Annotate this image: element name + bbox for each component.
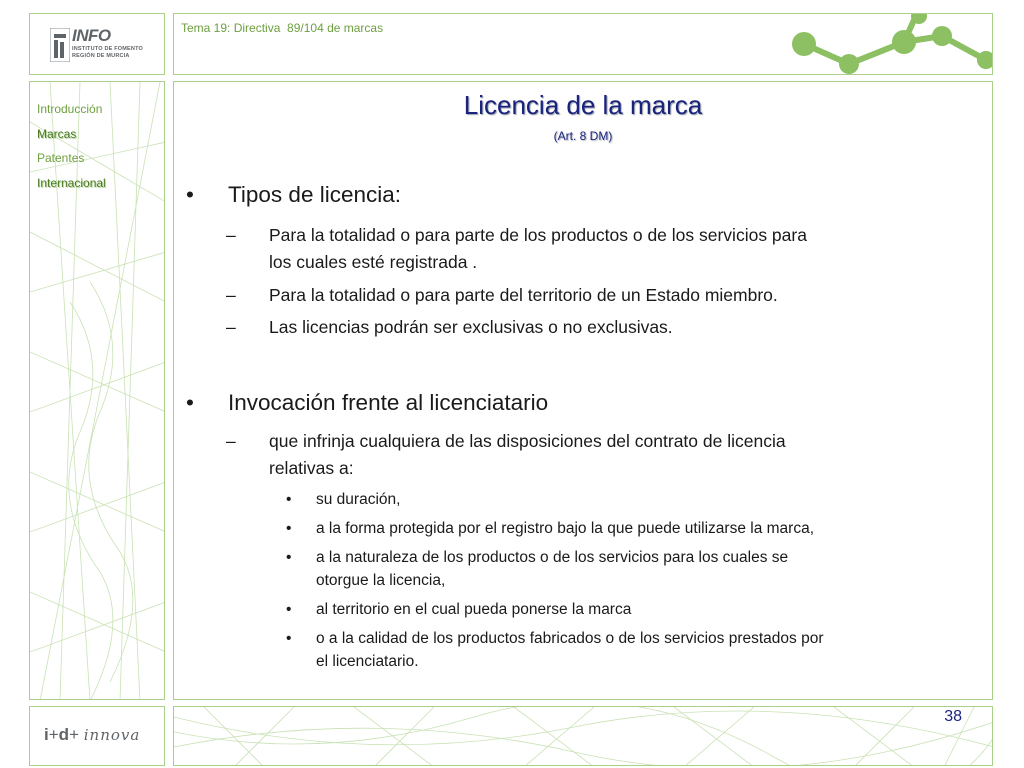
bullet-marker: •: [186, 182, 194, 207]
header-topic: Tema 19: Directiva 89/104 de marcas: [181, 21, 384, 35]
sub-sub-bullet-text: [316, 627, 976, 673]
logo-innova: innova: [83, 726, 141, 744]
slide-title: Licencia de la marca: [463, 90, 703, 120]
dot-marker: •: [286, 601, 292, 618]
sub-sub-bullet-text: al territorio en el cual pueda ponerse la marca: [316, 601, 632, 618]
sub-bullet-line: que infrinja cualquiera de las disposiciones del contrato de licencia: [269, 431, 786, 451]
sub-bullet-line: Para la totalidad o para parte de los productos o de los servicios para: [269, 225, 807, 245]
sub-sub-bullet-line: otorgue la licencia,: [316, 572, 446, 589]
info-logo-icon: [50, 28, 70, 62]
sub-bullet-line: los cuales esté registrada .: [269, 252, 478, 272]
dash-marker: –: [226, 431, 236, 451]
sidebar-item-patentes[interactable]: Patentes: [37, 151, 85, 165]
sub-sub-bullet-text: [316, 546, 976, 592]
bullet-text: Tipos de licencia:: [228, 182, 402, 207]
bullet-text: Invocación frente al licenciatario: [228, 390, 549, 415]
sidebar-nav: [37, 102, 106, 200]
logo-plus: +: [48, 725, 59, 744]
logo-subtitle: [72, 46, 143, 60]
sub-sub-bullet-line: o a la calidad de los productos fabricados o de los servicios prestados por: [316, 630, 824, 647]
sidebar-item-internacional[interactable]: Internacional: [37, 175, 106, 190]
footer-bar: [173, 706, 993, 766]
logo-subtitle-line-1: INSTITUTO DE FOMENTO: [72, 46, 144, 52]
sidebar: [29, 81, 165, 700]
sub-sub-bullet-text: su duración,: [316, 491, 401, 508]
footer-logo-panel: [29, 706, 165, 766]
sub-bullet-line: relativas a:: [269, 458, 354, 478]
dash-marker: –: [226, 225, 236, 245]
sub-sub-bullet-line: el licenciatario.: [316, 653, 419, 670]
logo-letter-i: i: [44, 725, 49, 744]
sub-sub-bullet-line: a la naturaleza de los productos o de los servicios para los cuales se: [316, 549, 789, 566]
molecule-decoration-icon: [174, 14, 993, 75]
dot-marker: •: [286, 630, 292, 647]
bullet-marker: •: [186, 390, 194, 415]
dash-marker: –: [226, 317, 236, 337]
slide-content: [173, 81, 993, 700]
sidebar-item-introduccion[interactable]: Introducción: [37, 102, 103, 116]
logo-letter-d: d: [58, 725, 70, 744]
dot-marker: •: [286, 491, 292, 508]
sub-bullet-text: [269, 428, 979, 482]
logo-name: INFO: [72, 26, 111, 45]
logo-subtitle-line-2: REGIÓN DE MURCIA: [72, 53, 130, 59]
header-bar: [173, 13, 993, 75]
logo-panel: [29, 13, 165, 75]
dot-marker: •: [286, 549, 292, 566]
page-number: 38: [944, 708, 962, 725]
logo-plus: +: [69, 725, 79, 744]
sub-bullet-text: Para la totalidad o para parte del territorio de un Estado miembro.: [269, 285, 778, 305]
dot-marker: •: [286, 520, 292, 537]
dash-marker: –: [226, 285, 236, 305]
mesh-footer-decoration-icon: [174, 707, 993, 766]
idi-innova-logo: [44, 725, 140, 745]
sub-bullet-text: [269, 222, 979, 276]
sub-sub-bullet-text: a la forma protegida por el registro bajo la que puede utilizarse la marca,: [316, 520, 814, 537]
sub-bullet-text: Las licencias podrán ser exclusivas o no exclusivas.: [269, 317, 673, 337]
slide-subtitle: (Art. 8 DM): [553, 129, 613, 143]
sidebar-item-marcas[interactable]: Marcas: [37, 126, 77, 141]
